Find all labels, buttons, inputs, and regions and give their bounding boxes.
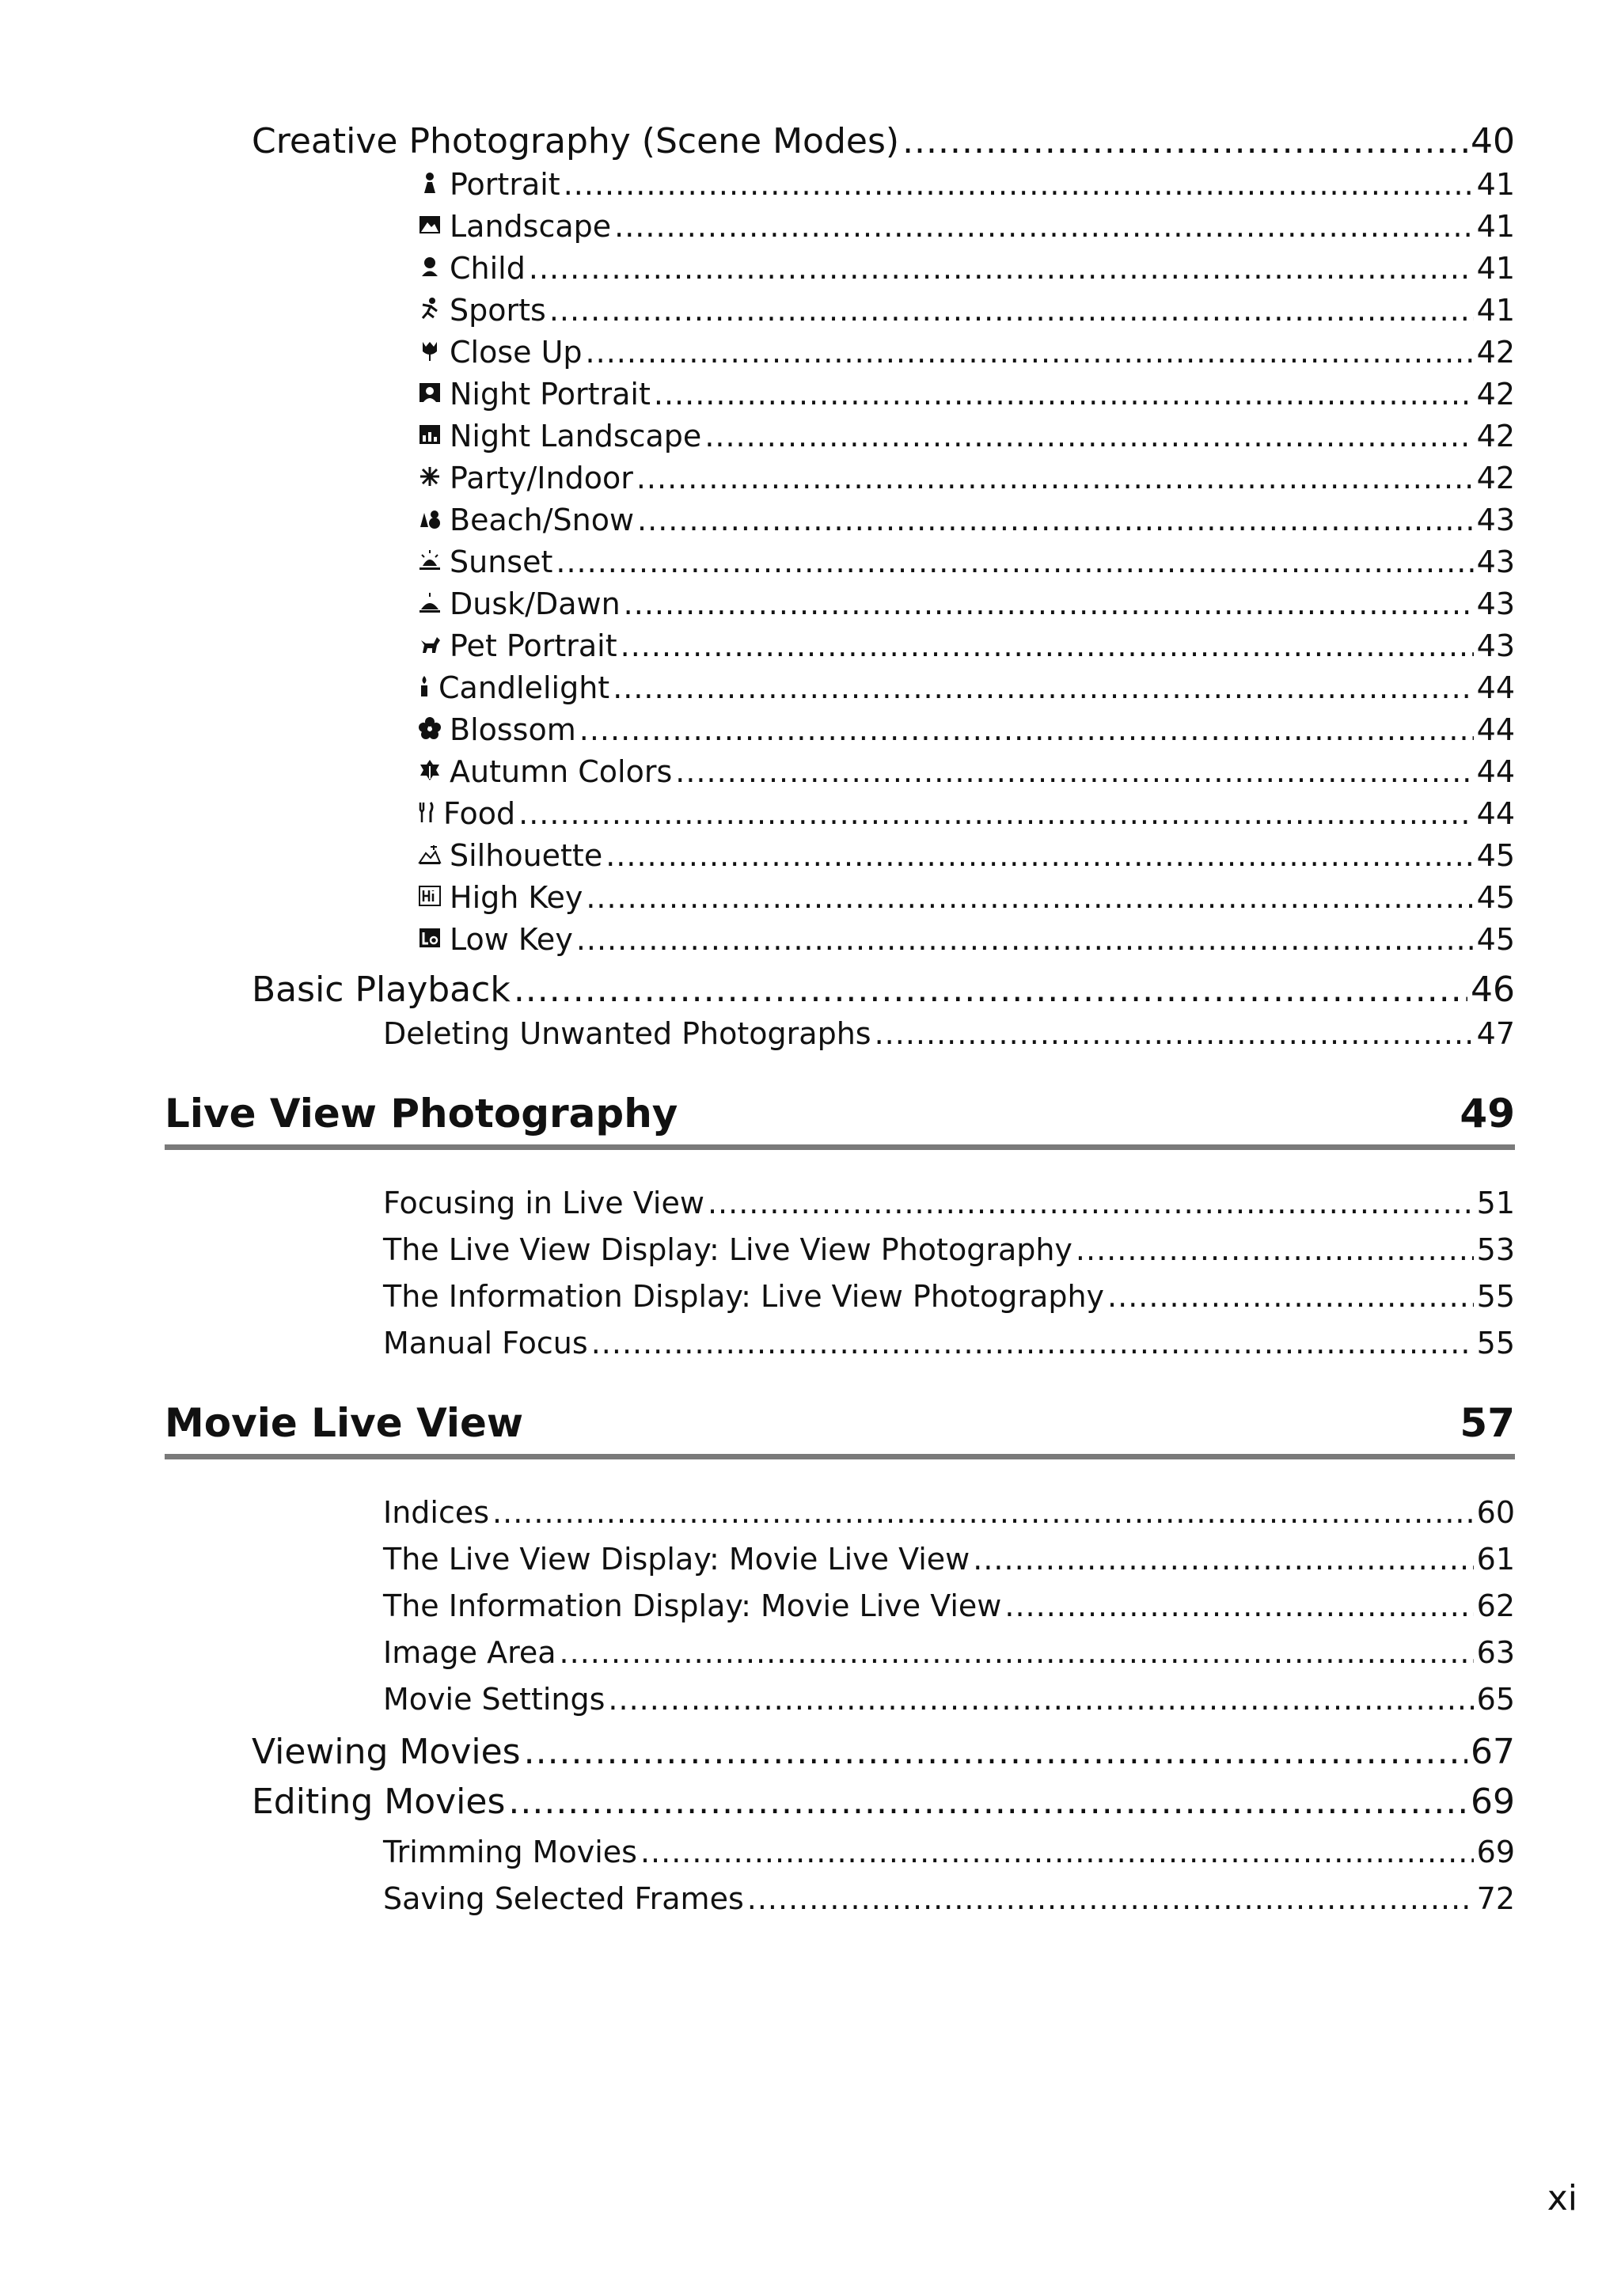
toc-entry-page: 61 xyxy=(1476,1542,1515,1577)
toc-entry-title: Sunset xyxy=(450,545,553,579)
toc-entry-pet-portrait[interactable] xyxy=(418,628,1515,663)
toc-entry-page: 55 xyxy=(1476,1279,1515,1314)
night-landscape-icon xyxy=(418,423,442,446)
toc-entry-page: 44 xyxy=(1476,712,1515,747)
toc-entry-page: 63 xyxy=(1476,1635,1515,1670)
toc-entry-title: Close Up xyxy=(450,335,583,370)
toc-entry-title: Viewing Movies xyxy=(252,1732,521,1772)
toc-entry-page: 45 xyxy=(1476,922,1515,957)
toc-entry-title: Night Landscape xyxy=(450,419,702,454)
toc-entry-page: 55 xyxy=(1476,1326,1515,1361)
toc-entry-page: 44 xyxy=(1476,796,1515,831)
toc-entry-page: 42 xyxy=(1476,335,1515,370)
toc-entry-page: 42 xyxy=(1476,377,1515,412)
toc-entry-autumn-colors[interactable] xyxy=(418,754,1515,789)
toc-entry-page: 60 xyxy=(1476,1495,1515,1530)
toc-entry-title: Party/Indoor xyxy=(450,461,633,495)
toc-entry-page: 47 xyxy=(1476,1016,1515,1051)
leader-dots xyxy=(624,586,1474,621)
toc-entry-title: Indices xyxy=(383,1495,490,1530)
toc-entry-landscape[interactable] xyxy=(418,209,1515,244)
toc-entry-title: Pet Portrait xyxy=(450,628,617,663)
leader-dots xyxy=(636,461,1474,495)
blossom-icon xyxy=(418,716,442,740)
food-icon xyxy=(418,800,435,824)
toc-entry-page: 42 xyxy=(1476,461,1515,495)
toc-entry-live-view-display-photo[interactable] xyxy=(383,1232,1515,1267)
leader-dots xyxy=(529,251,1474,286)
toc-entry-title: Editing Movies xyxy=(252,1782,506,1822)
toc-entry-page: 46 xyxy=(1471,970,1515,1010)
chapter-title: Movie Live View xyxy=(165,1400,524,1446)
toc-entry-page: 65 xyxy=(1476,1682,1515,1717)
silhouette-icon xyxy=(418,842,442,866)
toc-entry-title: Basic Playback xyxy=(252,970,511,1010)
toc-entry-title: Deleting Unwanted Photographs xyxy=(383,1016,871,1051)
toc-entry-page: 44 xyxy=(1476,754,1515,789)
toc-entry-title: Dusk/Dawn xyxy=(450,586,621,621)
toc-entry-saving-frames[interactable] xyxy=(383,1881,1515,1916)
toc-entry-page: 43 xyxy=(1476,503,1515,537)
toc-entry-page: 67 xyxy=(1471,1732,1515,1772)
toc-entry-title: The Live View Display: Movie Live View xyxy=(383,1542,970,1577)
leader-dots xyxy=(654,377,1474,412)
autumn-colors-icon xyxy=(418,758,442,782)
toc-entry-information-display-movie[interactable] xyxy=(383,1588,1515,1623)
leader-dots xyxy=(613,670,1473,705)
toc-entry-sports[interactable] xyxy=(418,293,1515,328)
toc-entry-beach-snow[interactable] xyxy=(418,503,1515,537)
toc-entry-child[interactable] xyxy=(418,251,1515,286)
toc-entry-page: 45 xyxy=(1476,880,1515,915)
toc-entry-dusk-dawn[interactable] xyxy=(418,586,1515,621)
leader-dots xyxy=(875,1016,1474,1051)
toc-entry-movie-settings[interactable] xyxy=(383,1682,1515,1717)
leader-dots xyxy=(902,121,1467,161)
toc-entry-basic-playback[interactable] xyxy=(252,970,1515,1010)
toc-entry-page: 43 xyxy=(1476,628,1515,663)
toc-entry-title: Portrait xyxy=(450,167,560,202)
leader-dots xyxy=(564,167,1474,202)
toc-entry-indices[interactable] xyxy=(383,1495,1515,1530)
leader-dots xyxy=(591,1326,1474,1361)
chapter-heading-live-view[interactable] xyxy=(165,1091,1515,1150)
toc-entry-page: 62 xyxy=(1476,1588,1515,1623)
toc-entry-page: 51 xyxy=(1476,1186,1515,1220)
toc-entry-candlelight[interactable] xyxy=(418,670,1515,705)
toc-entry-night-landscape[interactable] xyxy=(418,419,1515,454)
toc-entry-food[interactable] xyxy=(418,796,1515,831)
toc-entry-page: 41 xyxy=(1476,209,1515,244)
toc-entry-silhouette[interactable] xyxy=(418,838,1515,873)
leader-dots xyxy=(973,1542,1473,1577)
toc-entry-title: Autumn Colors xyxy=(450,754,673,789)
toc-entry-live-view-display-movie[interactable] xyxy=(383,1542,1515,1577)
toc-entry-page: 41 xyxy=(1476,251,1515,286)
toc-entry-page: 43 xyxy=(1476,545,1515,579)
toc-entry-page: 44 xyxy=(1476,670,1515,705)
leader-dots xyxy=(637,503,1474,537)
toc-entry-title: Beach/Snow xyxy=(450,503,635,537)
toc-entry-title: Manual Focus xyxy=(383,1326,588,1361)
toc-entry-viewing-movies[interactable] xyxy=(252,1732,1515,1772)
leader-dots xyxy=(576,922,1474,957)
toc-entry-page: 40 xyxy=(1471,121,1515,161)
night-portrait-icon xyxy=(418,381,442,404)
toc-entry-high-key[interactable] xyxy=(418,880,1515,915)
toc-entry-title: Focusing in Live View xyxy=(383,1186,704,1220)
page-number: xi xyxy=(1547,2178,1577,2218)
toc-entry-information-display-photo[interactable] xyxy=(383,1279,1515,1314)
toc-entry-page: 72 xyxy=(1476,1881,1515,1916)
leader-dots xyxy=(640,1835,1474,1869)
leader-dots xyxy=(608,1682,1473,1717)
leader-dots xyxy=(1004,1588,1473,1623)
pet-portrait-icon xyxy=(418,632,442,656)
toc-entry-title: High Key xyxy=(450,880,583,915)
leader-dots xyxy=(747,1881,1474,1916)
leader-dots xyxy=(1107,1279,1474,1314)
high-key-icon xyxy=(418,884,442,908)
leader-dots xyxy=(614,209,1474,244)
toc-entry-title: Creative Photography (Scene Modes) xyxy=(252,121,900,161)
toc-entry-title: Child xyxy=(450,251,526,286)
party-indoor-icon xyxy=(418,465,442,488)
leader-dots xyxy=(556,545,1473,579)
leader-dots xyxy=(675,754,1473,789)
low-key-icon xyxy=(418,926,442,950)
leader-dots xyxy=(524,1732,1467,1772)
leader-dots xyxy=(621,628,1474,663)
toc-entry-low-key[interactable] xyxy=(418,922,1515,957)
sports-icon xyxy=(418,297,442,321)
toc-entry-title: Saving Selected Frames xyxy=(383,1881,744,1916)
leader-dots xyxy=(549,293,1474,328)
toc-entry-title: The Information Display: Movie Live View xyxy=(383,1588,1002,1623)
leader-dots xyxy=(708,1186,1474,1220)
toc-entry-title: Sports xyxy=(450,293,546,328)
child-icon xyxy=(418,255,442,279)
toc-entry-focusing-live-view[interactable] xyxy=(383,1186,1515,1220)
toc-entry-title: Silhouette xyxy=(450,838,603,873)
toc-entry-page: 43 xyxy=(1476,586,1515,621)
toc-entry-sunset[interactable] xyxy=(418,545,1515,579)
toc-entry-page: 42 xyxy=(1476,419,1515,454)
toc-entry-title: Image Area xyxy=(383,1635,556,1670)
leader-dots xyxy=(560,1635,1474,1670)
toc-entry-image-area[interactable] xyxy=(383,1635,1515,1670)
chapter-title: Live View Photography xyxy=(165,1091,678,1137)
toc-entry-title: Blossom xyxy=(450,712,576,747)
toc-entry-title: Night Portrait xyxy=(450,377,651,412)
toc-entry-page: 41 xyxy=(1476,293,1515,328)
toc-entry-title: The Information Display: Live View Photography xyxy=(383,1279,1105,1314)
chapter-page: 49 xyxy=(1460,1091,1515,1137)
toc-entry-title: The Live View Display: Live View Photography xyxy=(383,1232,1072,1267)
toc-entry-page: 41 xyxy=(1476,167,1515,202)
toc-entry-title: Food xyxy=(443,796,516,831)
toc-entry-page: 69 xyxy=(1476,1835,1515,1869)
sunset-icon xyxy=(418,548,442,572)
toc-entry-title: Low Key xyxy=(450,922,573,957)
portrait-icon xyxy=(418,171,442,195)
dusk-dawn-icon xyxy=(418,590,442,614)
leader-dots xyxy=(508,1782,1467,1822)
chapter-page: 57 xyxy=(1460,1400,1515,1446)
toc-entry-trimming-movies[interactable] xyxy=(383,1835,1515,1869)
leader-dots xyxy=(606,838,1473,873)
leader-dots xyxy=(586,335,1474,370)
leader-dots xyxy=(514,970,1467,1010)
chapter-heading-movie-live-view[interactable] xyxy=(165,1400,1515,1459)
leader-dots xyxy=(1076,1232,1474,1267)
toc-entry-page: 53 xyxy=(1476,1232,1515,1267)
toc-entry-editing-movies[interactable] xyxy=(252,1782,1515,1822)
beach-snow-icon xyxy=(418,507,442,530)
toc-entry-manual-focus[interactable] xyxy=(383,1326,1515,1361)
toc-entry-title: Trimming Movies xyxy=(383,1835,637,1869)
toc-entry-title: Candlelight xyxy=(438,670,610,705)
toc-entry-deleting-photographs[interactable] xyxy=(383,1016,1515,1051)
toc-entry-title: Movie Settings xyxy=(383,1682,606,1717)
toc-entry-blossom[interactable] xyxy=(418,712,1515,747)
leader-dots xyxy=(492,1495,1474,1530)
toc-entry-night-portrait[interactable] xyxy=(418,377,1515,412)
landscape-icon xyxy=(418,213,442,237)
toc-entry-creative-photography[interactable] xyxy=(252,121,1515,161)
leader-dots xyxy=(586,880,1473,915)
leader-dots xyxy=(579,712,1474,747)
leader-dots xyxy=(518,796,1474,831)
candlelight-icon xyxy=(418,674,431,698)
toc-entry-page: 69 xyxy=(1471,1782,1515,1822)
toc-entry-title: Landscape xyxy=(450,209,612,244)
toc-entry-page: 45 xyxy=(1476,838,1515,873)
toc-entry-portrait[interactable] xyxy=(418,167,1515,202)
toc-entry-close-up[interactable] xyxy=(418,335,1515,370)
close-up-icon xyxy=(418,339,442,362)
leader-dots xyxy=(704,419,1473,454)
toc-entry-party-indoor[interactable] xyxy=(418,461,1515,495)
